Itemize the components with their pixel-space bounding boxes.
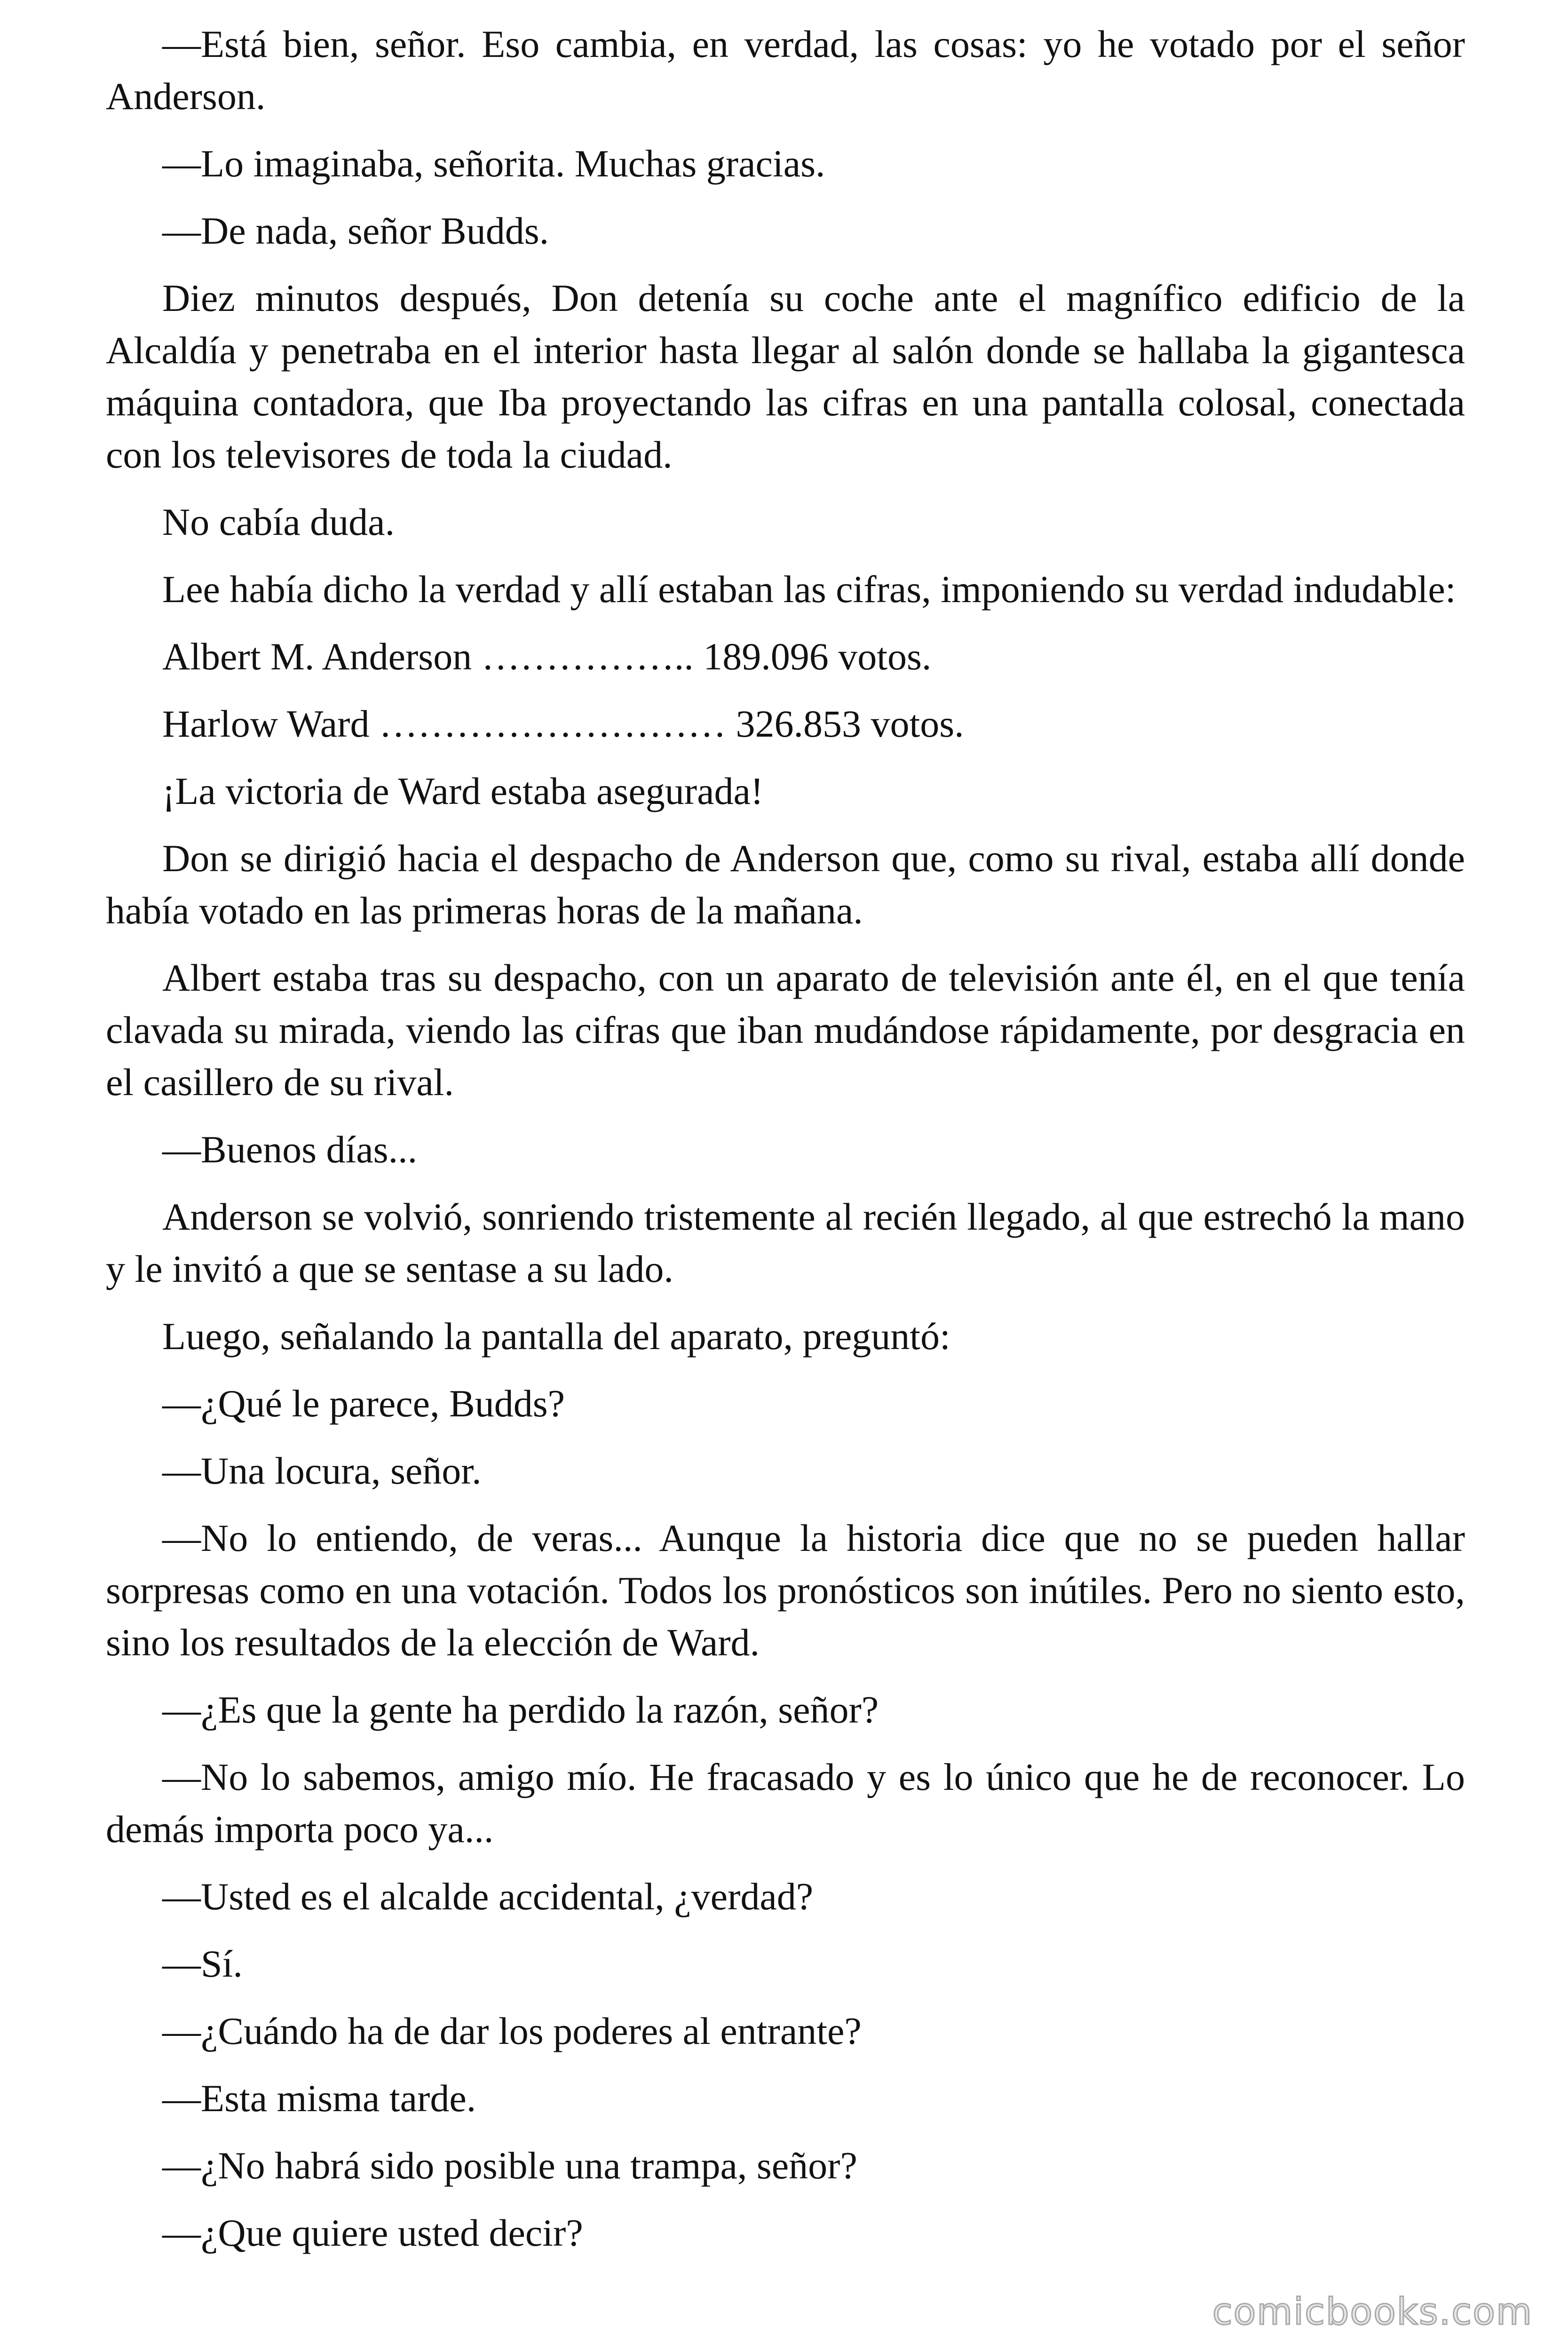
paragraph: —¿Es que la gente ha perdido la razón, señor? — [162, 1688, 879, 1731]
paragraph: Albert estaba tras su despacho, con un aparato de televisión ante él, en el que tenía clavada su mirada, viendo las cifras que iban mudándose rápidamente, por desgracia en el casillero de su rival. — [106, 956, 1465, 1104]
paragraph: Anderson se volvió, sonriendo tristemente al recién llegado, al que estrechó la mano y le invitó a que se sentase a su lado. — [106, 1195, 1465, 1290]
watermark-logo: comicbooks.com — [1212, 2291, 1533, 2333]
paragraph: Diez minutos después, Don detenía su coche ante el magnífico edificio de la Alcaldía y penetraba en el interior hasta llegar al salón donde se hallaba la gigantesca máquina contadora, que Iba proyectando las cifras en una pantalla colosal, conectada con los televisores de toda la ciudad. — [106, 277, 1465, 476]
paragraph: Lee había dicho la verdad y allí estaban las cifras, imponiendo su verdad indudable: — [162, 568, 1456, 611]
paragraph: —Usted es el alcalde accidental, ¿verdad? — [162, 1875, 814, 1918]
paragraph: Don se dirigió hacia el despacho de Anderson que, como su rival, estaba allí donde había votado en las primeras horas de la mañana. — [106, 837, 1465, 932]
paragraph: —De nada, señor Budds. — [162, 209, 549, 252]
paragraph: No cabía duda. — [162, 501, 395, 543]
paragraph: —No lo entiendo, de veras... Aunque la historia dice que no se pueden hallar sorpresas como en una votación. Todos los pronósticos son inútiles. Pero no siento esto, sino los resultados de la elección de Ward. — [106, 1517, 1465, 1664]
page-body — [106, 18, 1465, 2274]
paragraph: —Está bien, señor. Eso cambia, en verdad, las cosas: yo he votado por el señor Anderson. — [106, 23, 1465, 118]
paragraph: —Sí. — [162, 1942, 243, 1985]
paragraph: —¿Qué le parece, Budds? — [162, 1382, 565, 1425]
paragraph: —¿Cuándo ha de dar los poderes al entrante? — [162, 2010, 862, 2052]
paragraph: —Lo imaginaba, señorita. Muchas gracias. — [162, 142, 825, 185]
paragraph: —Una locura, señor. — [162, 1449, 482, 1492]
paragraph: —¿No habrá sido posible una trampa, señor? — [162, 2144, 857, 2187]
vote-count-line: Albert M. Anderson …………….. 189.096 votos. — [162, 635, 932, 678]
paragraph: —No lo sabemos, amigo mío. He fracasado y es lo único que he de reconocer. Lo demás importa poco ya... — [106, 1756, 1465, 1851]
vote-count-line: Harlow Ward ……………………… 326.853 votos. — [162, 702, 964, 745]
paragraph: —¿Que quiere usted decir? — [162, 2211, 583, 2254]
paragraph: ¡La victoria de Ward estaba asegurada! — [162, 770, 764, 812]
paragraph: —Esta misma tarde. — [162, 2077, 476, 2120]
paragraph: —Buenos días... — [162, 1128, 418, 1171]
paragraph: Luego, señalando la pantalla del aparato, preguntó: — [162, 1315, 950, 1358]
